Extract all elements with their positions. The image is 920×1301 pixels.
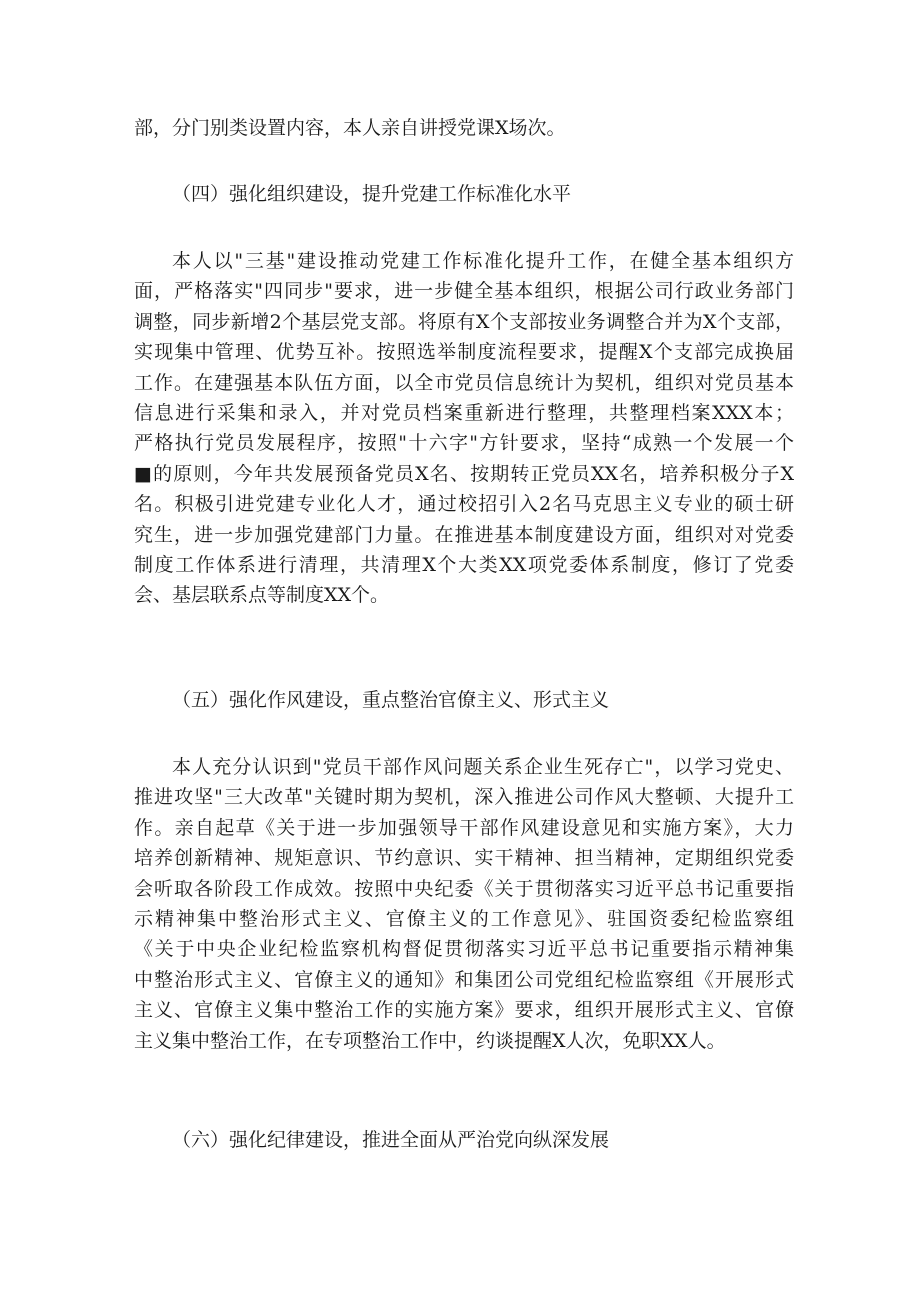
- section-5-paragraph: [134, 752, 794, 1056]
- paragraph-line: 会听取各阶段工作成效。按照中央纪委《关于贯彻落实习近平总书记重要指: [134, 877, 794, 900]
- paragraph-line: 部，分门别类设置内容，本人亲自讲授党课X场次。: [134, 117, 566, 139]
- paragraph-line: 《关于中央企业纪检监察机构督促贯彻落实习近平总书记重要指示精神集: [134, 938, 794, 961]
- paragraph-line: 中整治形式主义、官僚主义的通知》和集团公司党组纪检监察组《开展形式: [134, 968, 794, 991]
- paragraph-line: 本人以"三基"建设推动党建工作标准化提升工作，在健全基本组织方: [172, 250, 794, 272]
- paragraph-line: 主义集中整治工作，在专项整治工作中，约谈提醒X人次，免职XX人。: [134, 1029, 726, 1052]
- section-4-paragraph: [134, 246, 794, 611]
- paragraph-line: 作。亲自起草《关于进一步加强领导干部作风建设意见和实施方案》，大力: [134, 816, 794, 839]
- paragraph-line: 实现集中管理、优势互补。按照选举制度流程要求，提醒X个支部完成换届: [134, 341, 794, 364]
- paragraph-line: 面，严格落实"四同步"要求，进一步健全基本组织，根据公司行政业务部门: [134, 280, 794, 303]
- paragraph-line: 工作。在建强基本队伍方面，以全市党员信息统计为契机，组织对党员基本: [134, 371, 794, 394]
- paragraph-line: ■的原则，今年共发展预备党员X名、按期转正党员XX名，培养积极分子X: [134, 462, 794, 485]
- paragraph-line: 信息进行采集和录入，并对党员档案重新进行整理，共整理档案XXX本；: [134, 402, 794, 425]
- paragraph-line: 会、基层联系点等制度XX个。: [134, 584, 390, 607]
- paragraph-line: 制度工作体系进行清理，共清理X个大类XX项党委体系制度，修订了党委: [134, 554, 794, 577]
- section-5-heading: （五）强化作风建设，重点整治官僚主义、形式主义: [172, 689, 610, 711]
- paragraph-line: 究生，进一步加强党建部门力量。在推进基本制度建设方面，组织对对党委: [134, 523, 794, 546]
- paragraph-line: 主义、官僚主义集中整治工作的实施方案》要求，组织开展形式主义、官僚: [134, 999, 794, 1022]
- paragraph-line: 名。积极引进党建专业化人才，通过校招引入2名马克思主义专业的硕士研: [134, 493, 794, 516]
- paragraph-line: 本人充分认识到"党员干部作风问题关系企业生死存亡"，以学习党史、: [172, 756, 794, 778]
- paragraph-line: 培养创新精神、规矩意识、节约意识、实干精神、担当精神，定期组织党委: [134, 847, 794, 870]
- section-6-heading: （六）强化纪律建设，推进全面从严治党向纵深发展: [172, 1129, 610, 1151]
- paragraph-line: 严格执行党员发展程序，按照"十六字"方针要求，坚持“成熟一个发展一个: [134, 432, 794, 455]
- paragraph-line: 示精神集中整治形式主义、官僚主义的工作意见》、驻国资委纪检监察组: [134, 908, 794, 931]
- section-4-heading: （四）强化组织建设，提升党建工作标准化水平: [172, 183, 572, 205]
- continuation-paragraph: [134, 113, 794, 143]
- paragraph-line: 调整，同步新增2个基层党支部。将原有X个支部按业务调整合并为X个支部，: [134, 310, 794, 333]
- paragraph-line: 推进攻坚"三大改革"关键时期为契机，深入推进公司作风大整顿、大提升工: [134, 786, 794, 809]
